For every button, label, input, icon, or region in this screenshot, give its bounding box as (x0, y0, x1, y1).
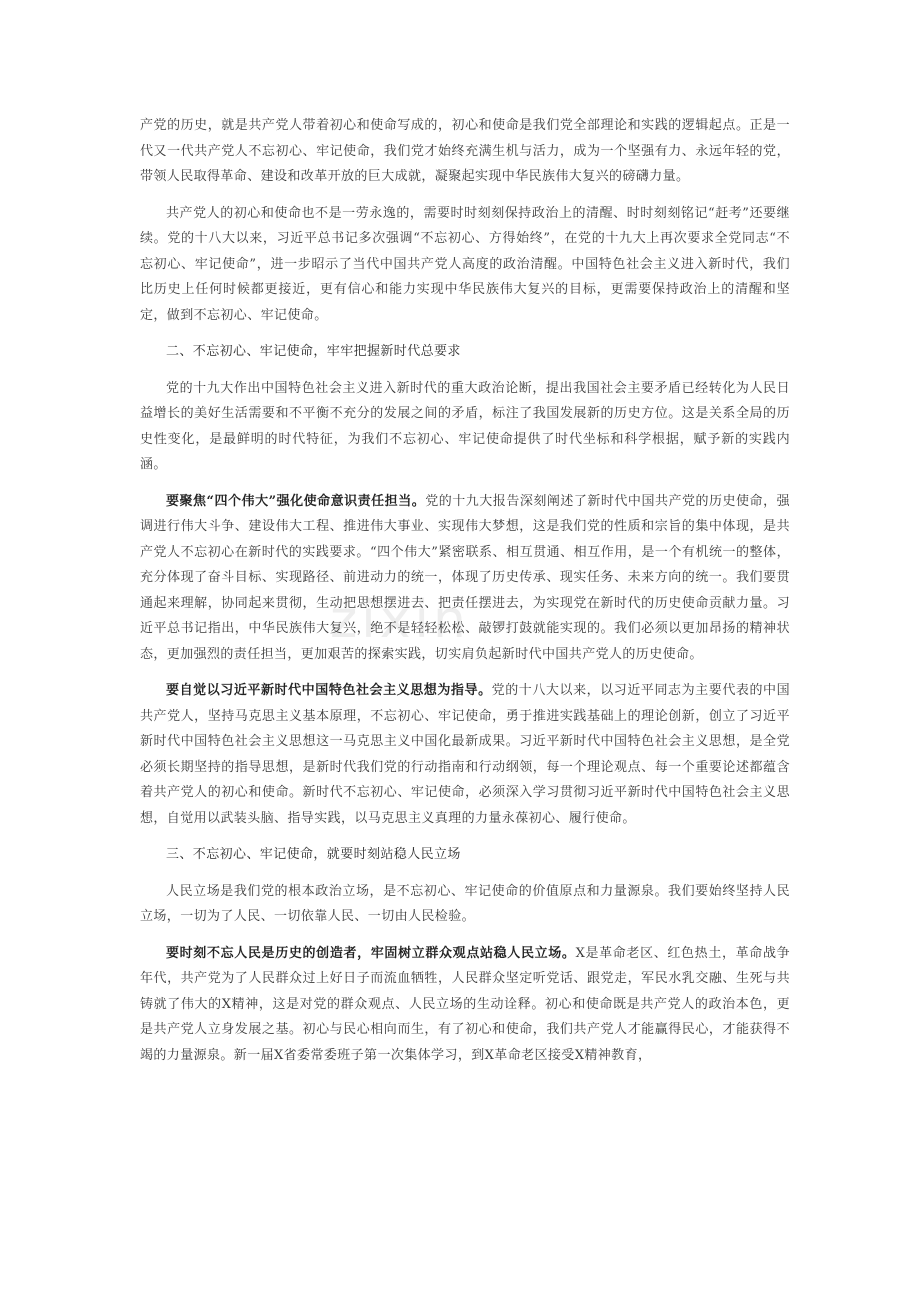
section-heading: 三、不忘初心、牢记使命，就要时刻站稳人民立场 (166, 847, 461, 862)
document-body (140, 113, 790, 1079)
paragraph-text: 党的十九大报告深刻阐述了新时代中国共产党的历史使命，强调进行伟大斗争、建设伟大工程、推进伟大事业、实现伟大梦想，这是我们党的性质和宗旨的集中体现，是共产党人不忘初心在新时代的实践要求。“四个伟大”紧密联系、相互贯通、相互作用，是一个有机统一的整体，充分体现了奋斗目标、实现路径、前进动力的统一，体现了历史传承、现实任务、未来方向的统一。我们要贯通起来理解，协同起来贯彻，生动把思想摆进去、把责任摆进去，为实现党在新时代的历史使命贡献力量。习近平总书记指出，中华民族伟大复兴，绝不是轻轻松松、敲锣打鼓就能实现的。我们必须以更加昂扬的精神状态，更加强烈的责任担当，更加艰苦的探索实践，切实肩负起新时代中国共产党人的历史使命。 (140, 493, 790, 662)
paragraph-lead: 要聚焦“四个伟大”强化使命意识责任担当。 (166, 493, 426, 509)
paragraph-lead: 要时刻不忘人民是历史的创造者，牢固树立群众观点站稳人民立场。 (166, 945, 576, 961)
section-heading: 二、不忘初心、牢记使命，牢牢把握新时代总要求 (166, 344, 461, 359)
paragraph (140, 489, 790, 668)
paragraph-text: X是革命老区、红色热土，革命战争年代，共产党为了人民群众过上好日子而流血牺牲，人民群众坚定听党话、跟党走，军民水乳交融、生死与共铸就了伟大的X精神，这是对党的群众观点、人民立场的生动诠释。初心和使命既是共产党人的政治本色，更是共产党人立身发展之基。初心与民心相向而生，有了初心和使命，我们共产党人才能赢得民心，才能获得不竭的力量源泉。新一届X省委常委班子第一次集体学习，到X革命老区接受X精神教育， (140, 945, 790, 1063)
paragraph (140, 678, 790, 831)
paragraph-text: 党的十八大以来，以习近平同志为主要代表的中国共产党人，坚持马克思主义基本原理，不忘初心、牢记使命，勇于推进实践基础上的理论创新，创立了习近平新时代中国特色社会主义思想这一马克思主义中国化最新成果。习近平新时代中国特色社会主义思想，是全党必须长期坚持的指导思想，是新时代我们党的行动指南和行动纲领，每一个理论观点、每一个重要论述都蕴含着共产党人的初心和使命。新时代不忘初心、牢记使命，必须深入学习贯彻习近平新时代中国特色社会主义思想，自觉用以武装头脑、指导实践，以马克思主义真理的力量永葆初心、履行使命。 (140, 683, 790, 826)
paragraph: 党的十九大作出中国特色社会主义进入新时代的重大政治论断，提出我国社会主要矛盾已经转化为人民日益增长的美好生活需要和不平衡不充分的发展之间的矛盾，标注了我国发展新的历史方位。这是关系全局的历史性变化，是最鲜明的时代特征，为我们不忘初心、牢记使命提供了时代坐标和科学根据，赋予新的实践内涵。 (140, 380, 790, 472)
paragraph: 共产党人的初心和使命也不是一劳永逸的，需要时时刻刻保持政治上的清醒、时时刻刻铭记“赶考”还要继续。党的十八大以来，习近平总书记多次强调“不忘初心、方得始终”，在党的十九大上再次要求全党同志“不忘初心、牢记使命”，进一步昭示了当代中国共产党人高度的政治清醒。中国特色社会主义进入新时代，我们比历史上任何时候都更接近，更有信心和能力实现中华民族伟大复兴的目标，更需要保持政治上的清醒和坚定，做到不忘初心、牢记使命。 (140, 205, 790, 323)
watermark: zixin (330, 590, 470, 650)
paragraph: 人民立场是我们党的根本政治立场，是不忘初心、牢记使命的价值原点和力量源泉。我们要始终坚持人民立场，一切为了人民、一切依靠人民、一切由人民检验。 (140, 883, 790, 924)
paragraph (140, 941, 790, 1069)
paragraph: 产党的历史，就是共产党人带着初心和使命写成的，初心和使命是我们党全部理论和实践的逻辑起点。正是一代又一代共产党人不忘初心、牢记使命，我们党才始终充满生机与活力，成为一个坚强有力、永远年轻的党，带领人民取得革命、建设和改革开放的巨大成就，凝聚起实现中华民族伟大复兴的磅礴力量。 (140, 118, 790, 184)
paragraph-lead: 要自觉以习近平新时代中国特色社会主义思想为指导。 (166, 683, 492, 698)
